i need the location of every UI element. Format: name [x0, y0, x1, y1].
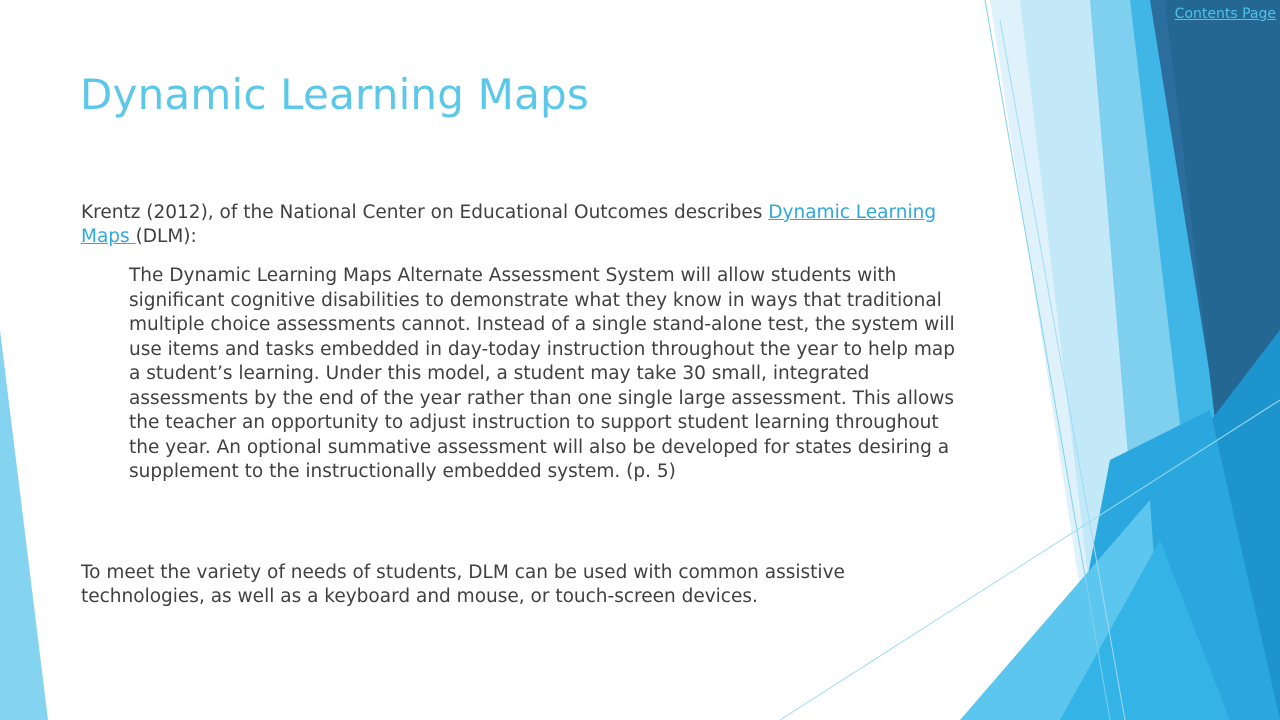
intro-text: Krentz (2012), of the National Center on Educational Outcomes describes	[81, 202, 769, 223]
intro-paragraph	[81, 201, 961, 249]
block-quote: The Dynamic Learning Maps Alternate Assessment System will allow students with significant cognitive disabilities to demonstrate what they know in ways that traditional multiple choice assessments cannot. Instead of a single stand-alone test, the system will use items and tasks embedded in day-today instruction throughout the year to help map a student’s learning. Under this model, a student may take 30 small, integrated assessments by the end of the year rather than one single large assessment. This allows the teacher an opportunity to adjust instruction to support student learning throughout the year. An optional summative assessment will also be developed for states desiring a supplement to the instructionally embedded system. (p. 5)	[129, 265, 955, 482]
slide-title: Dynamic Learning Maps	[80, 70, 589, 119]
intro-suffix: (DLM):	[135, 226, 197, 247]
contents-page-link[interactable]: Contents Page	[1174, 6, 1276, 22]
closing-paragraph: To meet the variety of needs of students, DLM can be used with common assistive technologies, as well as a keyboard and mouse, or touch-screen devices.	[81, 562, 845, 607]
dynamic-learning-maps-link[interactable]: Dynamic Learning Maps	[81, 202, 937, 247]
left-facet	[0, 330, 48, 720]
